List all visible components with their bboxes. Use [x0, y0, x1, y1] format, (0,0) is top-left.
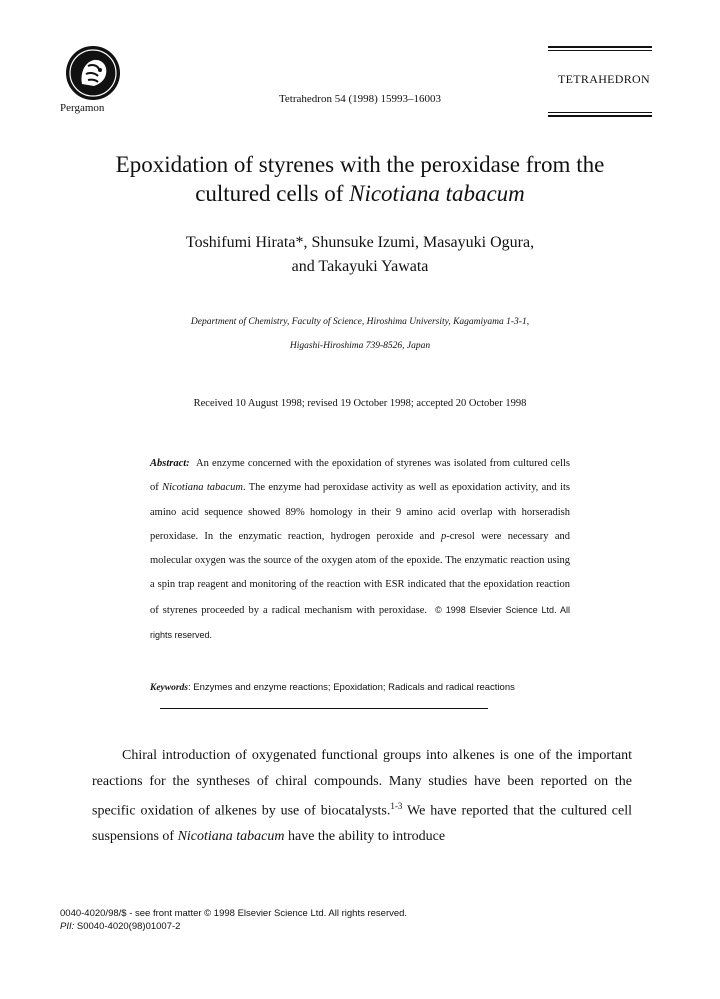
abstract: [150, 452, 570, 648]
body-text: [92, 743, 632, 850]
abstract-cresol-prefix: p: [440, 530, 447, 542]
article-title: [0, 150, 720, 208]
abstract-copyright: © 1998 Elsevier Science Ltd. All rights reserved.: [150, 604, 571, 641]
keywords-text: : Enzymes and enzyme reactions; Epoxidation; Radicals and radical reactions: [188, 682, 515, 693]
body-text-2: We have reported that the cultured cell suspensions of: [92, 803, 632, 845]
keywords-label: Keywords: [150, 683, 188, 693]
header-rule-top-thin: [548, 50, 652, 51]
journal-name: TETRAHEDRON: [558, 72, 650, 86]
received-dates: Received 10 August 1998; revised 19 October 1998; accepted 20 October 1998: [193, 398, 527, 409]
header-rule-top: [548, 46, 652, 48]
pii-label: PII:: [60, 921, 75, 932]
authors-line-1: Toshifumi Hirata*, Shunsuke Izumi, Masayuki Ogura,: [185, 234, 535, 251]
body-reference: 1-3: [390, 801, 403, 811]
body-text-3: have the ability to introduce: [284, 829, 446, 845]
authors-line-2: and Takayuki Yawata: [291, 258, 429, 275]
header-rule-bottom-thin: [548, 112, 652, 113]
publisher-name: Pergamon: [60, 102, 105, 114]
body-species: Nicotiana tabacum: [177, 829, 285, 845]
pii-value: S0040-4020(98)01007-2: [74, 921, 181, 932]
abstract-species: Nicotiana tabacum: [162, 482, 243, 494]
affiliation-line-1: Department of Chemistry, Faculty of Science, Hiroshima University, Kagamiyama 1-3-1,: [190, 317, 530, 327]
journal-citation: Tetrahedron 54 (1998) 15993–16003: [278, 93, 442, 105]
title-line-2-prefix: cultured cells of: [195, 181, 350, 206]
title-line-2: [0, 179, 720, 208]
authors: [0, 231, 720, 279]
footer: [60, 907, 407, 933]
affiliation: [0, 310, 720, 358]
abstract-text-3: -cresol were necessary and molecular oxygen was the source of the oxygen atom of the epoxide. The enzymatic reaction using a spin trap reagent and monitoring of the reaction with ESR indicated that the epoxidation reaction of styrenes proceeded by a radical mechanism with peroxidase.: [150, 530, 570, 616]
footer-copyright: 0040-4020/98/$ - see front matter © 1998 Elsevier Science Ltd. All rights reserved.: [60, 908, 408, 919]
abstract-text-1: An enzyme concerned with the epoxidation of styrenes was isolated from cultured cells of: [150, 458, 571, 494]
title-species: Nicotiana tabacum: [349, 181, 525, 206]
header-rule-bottom: [548, 115, 652, 117]
abstract-divider: [160, 708, 488, 709]
abstract-label: Abstract:: [150, 458, 190, 469]
footer-pii: [60, 920, 407, 933]
keywords: [150, 682, 580, 693]
body-paragraph: [92, 743, 632, 850]
title-line-1: Epoxidation of styrenes with the peroxidase from the: [115, 152, 605, 177]
abstract-text-2: . The enzyme had peroxidase activity as well as epoxidation activity, and its amino acid sequence showed 89% homology in their 9 amino acid overlap with horseradish peroxidase. In the enzymatic reaction, hydrogen peroxide and: [150, 482, 571, 542]
affiliation-line-2: Higashi-Hiroshima 739-8526, Japan: [289, 341, 431, 351]
body-text-1: Chiral introduction of oxygenated functional groups into alkenes is one of the important reactions for the syntheses of chiral compounds. Many studies have been reported on the specific oxidation of alkenes by use of biocatalysts.: [92, 748, 632, 819]
